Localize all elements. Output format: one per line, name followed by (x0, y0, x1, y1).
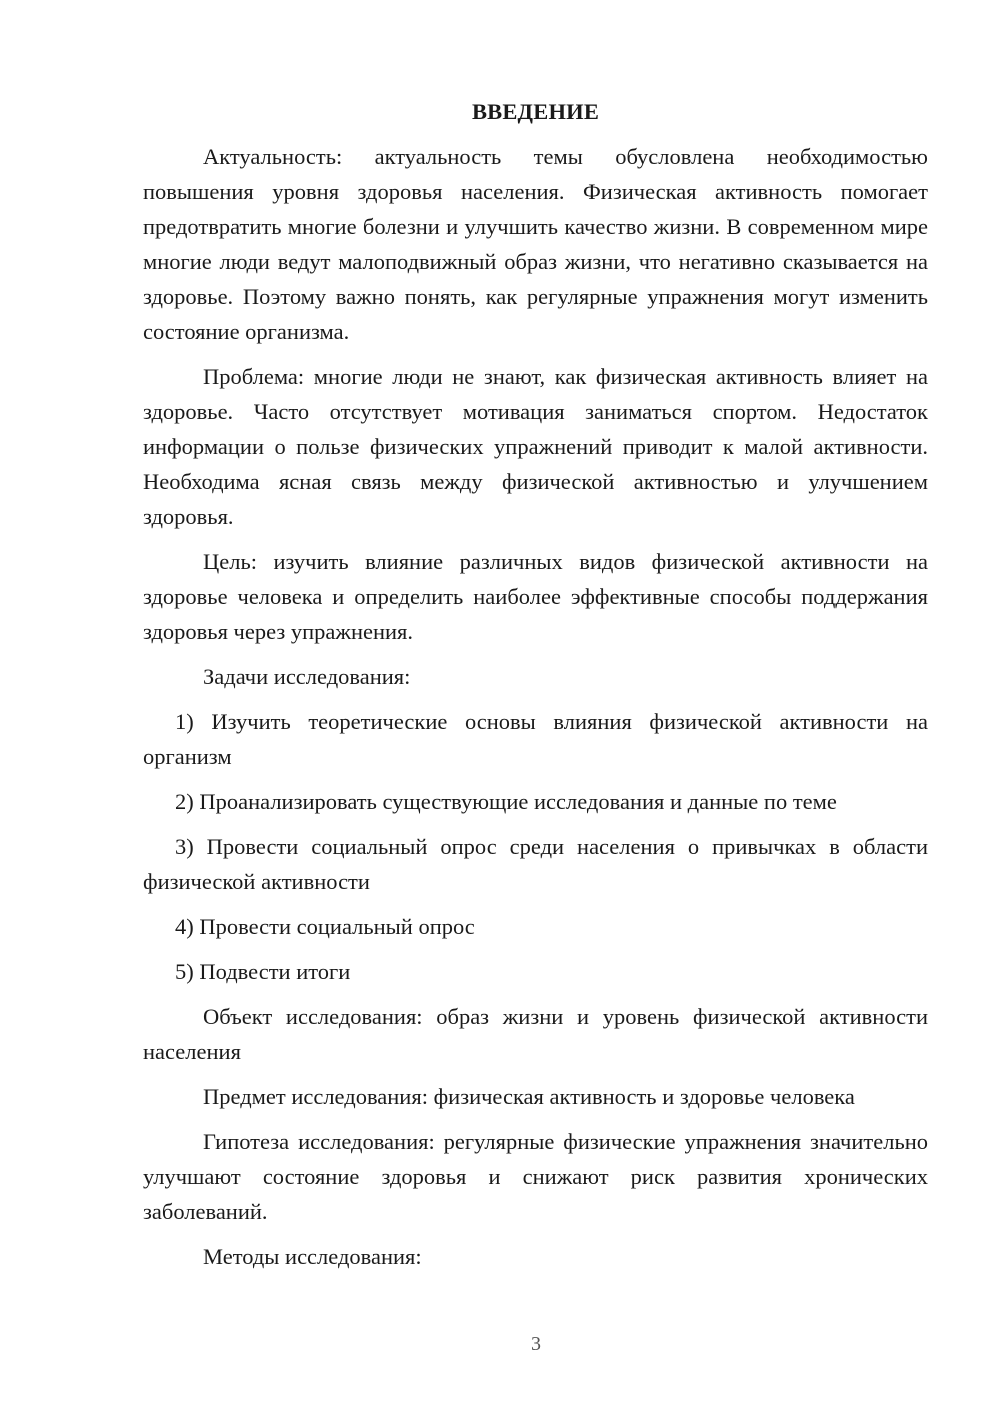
task-item-3: 3) Провести социальный опрос среди населения о привычках в области физической активности (143, 834, 928, 894)
page-number: 3 (531, 1333, 541, 1355)
document-body (143, 94, 928, 1284)
paragraph-relevance: Актуальность: актуальность темы обусловлена необходимостью повышения уровня здоровья населения. Физическая активность помогает предотвратить многие болезни и улучшить качество жизни. В современном мире многие люди ведут малоподвижный образ жизни, что негативно сказывается на здоровье. Поэтому важно понять, как регулярные упражнения могут изменить состояние организма. (143, 144, 928, 344)
paragraph-hypothesis: Гипотеза исследования: регулярные физические упражнения значительно улучшают состояние здоровья и снижают риск развития хронических заболеваний. (143, 1129, 928, 1224)
paragraph-goal: Цель: изучить влияние различных видов физической активности на здоровье человека и определить наиболее эффективные способы поддержания здоровья через упражнения. (143, 549, 928, 644)
paragraph-object: Объект исследования: образ жизни и уровень физической активности населения (143, 1004, 928, 1064)
section-title: ВВЕДЕНИЕ (471, 99, 600, 124)
paragraph-subject: Предмет исследования: физическая активность и здоровье человека (203, 1084, 855, 1109)
task-item-4: 4) Провести социальный опрос (175, 914, 475, 939)
paragraph-tasks-heading: Задачи исследования: (203, 664, 411, 689)
task-item-2: 2) Проанализировать существующие исследования и данные по теме (175, 789, 837, 814)
task-item-1: 1) Изучить теоретические основы влияния физической активности на организм (143, 709, 928, 769)
task-item-5: 5) Подвести итоги (175, 959, 351, 984)
paragraph-problem: Проблема: многие люди не знают, как физическая активность влияет на здоровье. Часто отсутствует мотивация заниматься спортом. Недостаток информации о пользе физических упражнений приводит к малой активности. Необходима ясная связь между физической активностью и улучшением здоровья. (143, 364, 928, 529)
paragraph-methods: Методы исследования: (203, 1244, 422, 1269)
